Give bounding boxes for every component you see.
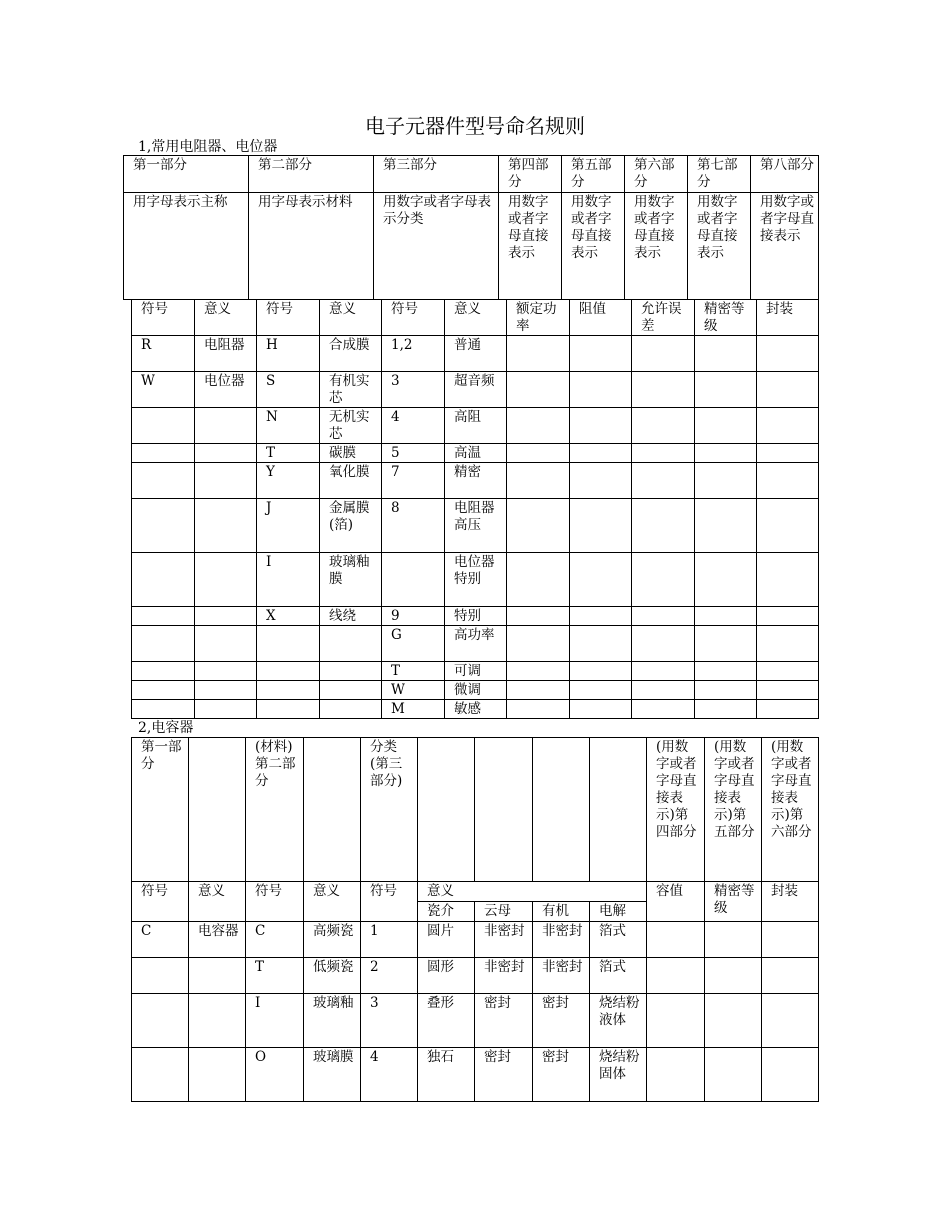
table-cell	[189, 994, 246, 1048]
table-cell	[632, 408, 695, 444]
table-cell: 普通	[445, 336, 507, 372]
part-heading-cell: (材料)第二部分	[246, 738, 304, 882]
table-cell	[705, 1048, 762, 1102]
part-heading-cell: 第八部分	[751, 156, 819, 193]
part-heading-cell: 第三部分	[374, 156, 499, 193]
header-cell: 符号	[382, 300, 445, 336]
table-cell: 非密封	[533, 922, 590, 958]
table-cell	[570, 499, 632, 553]
table-row	[132, 681, 819, 700]
table-cell	[570, 408, 632, 444]
table-cell: 电阻器	[195, 336, 257, 372]
table-cell	[507, 662, 570, 681]
header-cell: 封装	[762, 882, 819, 922]
table-cell: 低频瓷	[304, 958, 361, 994]
table-cell: 烧结粉固体	[590, 1048, 647, 1102]
table-row	[132, 372, 819, 408]
header-cell: 阻值	[570, 300, 632, 336]
table-cell	[632, 499, 695, 553]
table-cell: N	[257, 408, 320, 444]
part-heading-cell	[475, 738, 533, 882]
table-cell	[695, 553, 757, 607]
table-row	[132, 922, 819, 958]
table-row	[132, 336, 819, 372]
table-cell	[195, 499, 257, 553]
header-cell: 允许误差	[632, 300, 695, 336]
header-cell: 精密等级	[705, 882, 762, 922]
table-cell	[757, 463, 819, 499]
table-row	[132, 958, 819, 994]
table-row	[132, 499, 819, 553]
table-cell: 有机实芯	[320, 372, 382, 408]
table-cell	[695, 444, 757, 463]
table-cell	[257, 681, 320, 700]
table-cell	[762, 1048, 819, 1102]
table-row	[132, 553, 819, 607]
part-description-cell: 用数字或者字母直接表示	[751, 193, 819, 300]
table-cell	[507, 681, 570, 700]
table-cell	[507, 336, 570, 372]
table-cell: 非密封	[533, 958, 590, 994]
capacitor-section-title: 2,电容器	[138, 720, 194, 736]
table-cell	[132, 408, 195, 444]
table-row	[132, 1048, 819, 1102]
table-cell	[507, 499, 570, 553]
table-cell	[257, 626, 320, 662]
table-cell: 电位器特别	[445, 553, 507, 607]
header-cell: 意义	[195, 300, 257, 336]
table-header-row	[132, 882, 819, 902]
table-cell	[762, 922, 819, 958]
table-cell	[132, 662, 195, 681]
table-cell	[320, 700, 382, 719]
table-cell: 3	[361, 994, 418, 1048]
part-heading-cell	[304, 738, 361, 882]
subheader-cell: 电解	[590, 902, 647, 922]
table-cell: T	[257, 444, 320, 463]
table-cell	[507, 626, 570, 662]
table-cell	[570, 336, 632, 372]
table-cell	[632, 626, 695, 662]
table-cell: 1	[361, 922, 418, 958]
table-cell: J	[257, 499, 320, 553]
table-cell: 独石	[418, 1048, 475, 1102]
table-cell	[757, 700, 819, 719]
table-cell: 电阻器高压	[445, 499, 507, 553]
table-cell	[647, 922, 705, 958]
table-cell: 圆形	[418, 958, 475, 994]
table-cell: 微调	[445, 681, 507, 700]
table-cell	[507, 553, 570, 607]
table-cell	[320, 662, 382, 681]
table-cell	[695, 626, 757, 662]
header-cell: 意义	[189, 882, 246, 922]
table-cell: 合成膜	[320, 336, 382, 372]
table-cell	[189, 1048, 246, 1102]
capacitor-rows	[132, 922, 819, 1102]
table-cell	[632, 607, 695, 626]
table-cell	[647, 958, 705, 994]
table-cell	[195, 662, 257, 681]
table-cell	[695, 700, 757, 719]
resistor-part-description-row	[124, 193, 819, 300]
table-cell: O	[246, 1048, 304, 1102]
table-cell	[705, 922, 762, 958]
table-cell	[195, 463, 257, 499]
part-heading-cell: (用数字或者字母直接表示)第六部分	[762, 738, 819, 882]
table-cell: 精密	[445, 463, 507, 499]
table-cell	[132, 958, 189, 994]
table-cell: 特别	[445, 607, 507, 626]
table-cell: I	[246, 994, 304, 1048]
table-cell	[762, 958, 819, 994]
table-cell: H	[257, 336, 320, 372]
table-cell: 8	[382, 499, 445, 553]
table-cell	[632, 336, 695, 372]
table-cell: Y	[257, 463, 320, 499]
table-cell: 非密封	[475, 922, 533, 958]
header-cell: 符号	[361, 882, 418, 922]
table-cell	[132, 994, 189, 1048]
table-cell	[695, 336, 757, 372]
table-cell	[320, 626, 382, 662]
part-heading-cell: 分类(第三部分)	[361, 738, 418, 882]
part-description-cell: 用数字或者字母表示分类	[374, 193, 499, 300]
table-cell	[695, 499, 757, 553]
table-cell	[132, 700, 195, 719]
part-heading-cell	[533, 738, 590, 882]
header-cell: 容值	[647, 882, 705, 922]
table-cell	[507, 444, 570, 463]
table-cell	[570, 463, 632, 499]
resistor-parts-table	[123, 155, 819, 300]
part-heading-cell: 第五部分	[562, 156, 625, 193]
resistor-rows	[132, 336, 819, 719]
table-cell: C	[132, 922, 189, 958]
table-cell: 箔式	[590, 958, 647, 994]
table-cell	[695, 408, 757, 444]
part-heading-cell: 第四部分	[499, 156, 562, 193]
table-cell	[757, 662, 819, 681]
table-cell	[189, 958, 246, 994]
page-title: 电子元器件型号命名规则	[365, 114, 585, 138]
table-cell	[762, 994, 819, 1048]
table-cell	[570, 681, 632, 700]
table-cell: T	[246, 958, 304, 994]
table-cell: 1,2	[382, 336, 445, 372]
part-description-cell: 用字母表示主称	[124, 193, 249, 300]
table-cell	[632, 553, 695, 607]
table-cell	[320, 681, 382, 700]
part-heading-cell: 第一部分	[132, 738, 189, 882]
table-cell: 敏感	[445, 700, 507, 719]
table-cell	[695, 662, 757, 681]
table-cell: 圆片	[418, 922, 475, 958]
table-cell	[195, 553, 257, 607]
table-cell	[632, 662, 695, 681]
table-cell: T	[382, 662, 445, 681]
table-cell	[647, 994, 705, 1048]
table-cell: 高阻	[445, 408, 507, 444]
table-cell	[695, 463, 757, 499]
table-cell	[705, 994, 762, 1048]
resistor-section-title: 1,常用电阻器、电位器	[138, 139, 278, 155]
table-cell	[195, 444, 257, 463]
table-cell	[570, 553, 632, 607]
table-cell: 高温	[445, 444, 507, 463]
table-cell: I	[257, 553, 320, 607]
part-heading-cell: 第二部分	[249, 156, 374, 193]
table-row	[132, 994, 819, 1048]
header-cell: 意义	[445, 300, 507, 336]
table-cell: 玻璃膜	[304, 1048, 361, 1102]
table-cell: 密封	[475, 1048, 533, 1102]
table-cell: M	[382, 700, 445, 719]
table-cell	[695, 681, 757, 700]
table-cell: 无机实芯	[320, 408, 382, 444]
table-cell: 5	[382, 444, 445, 463]
header-cell: 意义	[418, 882, 647, 902]
table-cell	[570, 700, 632, 719]
subheader-cell: 瓷介	[418, 902, 475, 922]
table-cell	[632, 444, 695, 463]
table-row	[132, 662, 819, 681]
part-description-cell: 用数字或者字母直接表示	[562, 193, 625, 300]
capacitor-part-heading-row	[132, 738, 819, 882]
table-cell: 可调	[445, 662, 507, 681]
table-cell	[632, 681, 695, 700]
table-cell	[132, 681, 195, 700]
table-cell: 玻璃釉膜	[320, 553, 382, 607]
resistor-part-heading-row	[124, 156, 819, 193]
part-heading-cell: (用数字或者字母直接表示)第五部分	[705, 738, 762, 882]
table-cell	[647, 1048, 705, 1102]
table-cell: 烧结粉液体	[590, 994, 647, 1048]
table-cell: 电位器	[195, 372, 257, 408]
table-cell	[195, 626, 257, 662]
subheader-cell: 有机	[533, 902, 590, 922]
header-cell: 封装	[757, 300, 819, 336]
table-cell	[570, 662, 632, 681]
table-cell: 密封	[475, 994, 533, 1048]
table-cell	[195, 408, 257, 444]
part-heading-cell: 第六部分	[625, 156, 688, 193]
table-cell	[132, 1048, 189, 1102]
header-cell: 额定功率	[507, 300, 570, 336]
table-cell	[195, 681, 257, 700]
table-cell	[507, 372, 570, 408]
table-cell	[132, 444, 195, 463]
table-header-row	[132, 300, 819, 336]
table-cell: S	[257, 372, 320, 408]
table-cell: 9	[382, 607, 445, 626]
table-cell: 2	[361, 958, 418, 994]
part-heading-cell	[189, 738, 246, 882]
table-cell	[757, 408, 819, 444]
part-heading-cell: 第一部分	[124, 156, 249, 193]
table-cell: 4	[361, 1048, 418, 1102]
part-heading-cell	[590, 738, 647, 882]
part-description-cell: 用数字或者字母直接表示	[688, 193, 751, 300]
table-cell	[632, 372, 695, 408]
table-row	[132, 408, 819, 444]
table-cell	[570, 372, 632, 408]
table-cell: R	[132, 336, 195, 372]
table-cell	[695, 372, 757, 408]
table-cell	[695, 607, 757, 626]
table-cell: 3	[382, 372, 445, 408]
table-cell: 密封	[533, 1048, 590, 1102]
table-cell	[507, 463, 570, 499]
resistor-symbol-table	[131, 299, 819, 719]
table-cell: W	[382, 681, 445, 700]
header-cell: 符号	[257, 300, 320, 336]
table-cell	[757, 553, 819, 607]
table-cell	[382, 553, 445, 607]
table-cell	[132, 626, 195, 662]
table-cell	[757, 607, 819, 626]
table-row	[132, 626, 819, 662]
header-cell: 符号	[132, 882, 189, 922]
table-cell: 玻璃釉	[304, 994, 361, 1048]
table-row	[132, 444, 819, 463]
table-cell: C	[246, 922, 304, 958]
header-cell: 精密等级	[695, 300, 757, 336]
header-cell: 意义	[304, 882, 361, 922]
table-cell	[132, 499, 195, 553]
table-cell: X	[257, 607, 320, 626]
table-cell: 碳膜	[320, 444, 382, 463]
table-cell: W	[132, 372, 195, 408]
table-cell	[757, 681, 819, 700]
table-cell: 4	[382, 408, 445, 444]
table-cell	[257, 662, 320, 681]
table-cell: 箔式	[590, 922, 647, 958]
table-cell: 电容器	[189, 922, 246, 958]
table-cell	[757, 499, 819, 553]
table-cell	[507, 408, 570, 444]
table-cell: 密封	[533, 994, 590, 1048]
table-cell	[757, 444, 819, 463]
table-cell	[195, 607, 257, 626]
table-cell: 高功率	[445, 626, 507, 662]
table-cell	[632, 700, 695, 719]
table-cell	[570, 607, 632, 626]
part-heading-cell: 第七部分	[688, 156, 751, 193]
table-cell	[507, 607, 570, 626]
table-cell: 氧化膜	[320, 463, 382, 499]
table-cell	[757, 626, 819, 662]
table-cell	[507, 700, 570, 719]
part-heading-cell	[418, 738, 475, 882]
part-description-cell: 用数字或者字母直接表示	[499, 193, 562, 300]
table-cell: G	[382, 626, 445, 662]
header-cell: 符号	[246, 882, 304, 922]
table-cell	[705, 958, 762, 994]
table-cell	[757, 372, 819, 408]
table-cell: 叠形	[418, 994, 475, 1048]
header-cell: 符号	[132, 300, 195, 336]
table-cell: 高频瓷	[304, 922, 361, 958]
table-row	[132, 607, 819, 626]
table-cell	[570, 626, 632, 662]
table-cell	[257, 700, 320, 719]
table-cell: 金属膜(箔)	[320, 499, 382, 553]
table-cell: 7	[382, 463, 445, 499]
table-cell	[132, 553, 195, 607]
table-cell	[132, 607, 195, 626]
table-cell	[132, 463, 195, 499]
table-cell	[632, 463, 695, 499]
table-cell	[195, 700, 257, 719]
part-heading-cell: (用数字或者字母直接表示)第四部分	[647, 738, 705, 882]
table-cell	[570, 444, 632, 463]
table-cell: 非密封	[475, 958, 533, 994]
part-description-cell: 用数字或者字母直接表示	[625, 193, 688, 300]
table-cell	[757, 336, 819, 372]
part-description-cell: 用字母表示材料	[249, 193, 374, 300]
subheader-cell: 云母	[475, 902, 533, 922]
capacitor-table	[131, 737, 819, 1102]
table-row	[132, 463, 819, 499]
header-cell: 意义	[320, 300, 382, 336]
table-cell: 超音频	[445, 372, 507, 408]
table-row	[132, 700, 819, 719]
table-cell: 线绕	[320, 607, 382, 626]
